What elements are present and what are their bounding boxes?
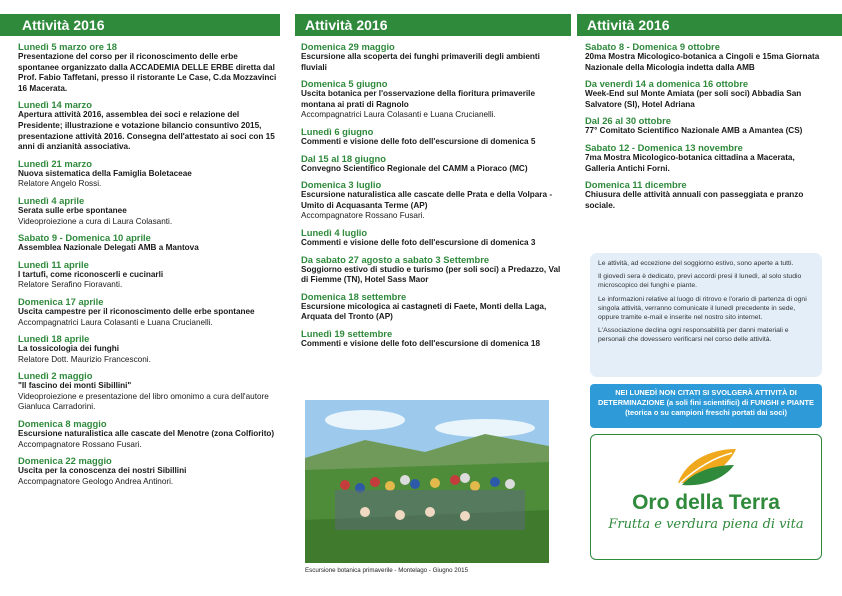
event-note: Relatore Angelo Rossi. [18, 179, 102, 189]
event-date: Domenica 8 maggio [18, 418, 107, 430]
event-title: Commenti e visione delle foto dell'escursione di domenica 5 [301, 136, 536, 146]
event-date: Domenica 11 dicembre [585, 179, 687, 191]
event-item [301, 179, 563, 222]
event-date: Da sabato 27 agosto a sabato 3 Settembre [301, 253, 490, 265]
event-date: Lunedì 2 maggio [18, 370, 93, 382]
event-title: Soggiorno estivo di studio e turismo (per soli soci) a Predazzo, Val di Fiemme (TN), Hotel Sass Maor [301, 264, 561, 285]
event-item [585, 179, 825, 211]
info-note: Le attività, ad eccezione del soggiorno estivo, sono aperte a tutti. [598, 260, 794, 267]
event-title: Apertura attività 2016, assemblea dei soci e relazione del Presidente; illustrazione e votazione bilancio consuntivo 2015, presentazione attività 2016. Consegna dell'attestato ai soci con 15 anni di anzianità associativa. [18, 110, 275, 152]
event-item [18, 195, 280, 227]
event-date: Lunedì 18 aprile [18, 333, 90, 345]
event-list [585, 41, 825, 211]
event-date: Domenica 17 aprile [18, 295, 104, 307]
event-note: Relatore Dott. Maurizio Francesconi. [18, 354, 151, 364]
event-note: Accompagnatore Geologo Andrea Antinori. [18, 476, 174, 486]
column-right [585, 14, 825, 211]
event-title: Week-End sul Monte Amiata (per soli soci) Abbadia San Salvatore (SI), Hotel Adriana [585, 89, 802, 109]
event-note: Accompagnatore Rossano Fusari. [18, 439, 142, 449]
event-note: Accompagnatrici Laura Colasanti e Luana Crucianelli. [18, 317, 213, 327]
event-item [18, 158, 280, 190]
event-item [301, 153, 563, 175]
event-date: Lunedì 4 luglio [301, 226, 368, 238]
group-photo-drawing [305, 400, 549, 563]
sponsor-logo [590, 434, 822, 560]
event-title: Serata sulle erbe spontanee [18, 205, 127, 215]
event-note: Accompagnatore Rossano Fusari. [301, 211, 425, 221]
event-date: Da venerdì 14 a domenica 16 ottobre [585, 78, 749, 90]
event-title: Uscita botanica per l'osservazione della fioritura primaverile montana ai prati di Ragnolo [301, 89, 536, 109]
column-left [18, 14, 280, 487]
event-item [18, 333, 280, 365]
event-title: Uscita per la conoscenza dei nostri Sibillini [18, 466, 187, 476]
event-date: Domenica 29 maggio [301, 41, 395, 52]
event-date: Lunedì 19 settembre [301, 327, 393, 339]
group-photo [305, 400, 549, 563]
determination-notice: NEI LUNEDÌ NON CITATI SI SVOLGERÀ ATTIVITÀ DI DETERMINAZIONE (a soli fini scientifici) di FUNGHI e PIANTE (teorica o su campioni freschi portati dai soci) [590, 384, 822, 428]
event-note: Videoproiezione e presentazione del libro omonimo a cura dell'autore Gianluca Carradorini. [18, 391, 269, 412]
event-title: "Il fascino dei monti Sibillini" [18, 381, 132, 391]
info-notes [590, 253, 822, 377]
event-title: Chiusura delle attività annuali con passeggiata e pranzo sociale. [585, 190, 804, 210]
photo-caption: Escursione botanica primaverile - Montelago - Giugno 2015 [305, 567, 469, 574]
logo-name: Oro della Terra [632, 491, 780, 514]
event-note: Accompagnatrici Laura Colasanti e Luana Crucianelli. [301, 110, 496, 120]
event-note: Relatore Serafino Fioravanti. [18, 280, 123, 290]
column-header: Attività 2016 [0, 14, 280, 36]
event-title: Escursione micologica ai castagneti di Faete, Monti della Laga, Arquata del Tronto (AP) [301, 301, 547, 322]
event-item [18, 370, 280, 413]
event-date: Domenica 22 maggio [18, 455, 112, 467]
event-item [301, 78, 563, 121]
column-header: Attività 2016 [577, 14, 842, 36]
event-list [18, 41, 280, 487]
logo-tagline: Frutta e verdura piena di vita [608, 517, 804, 532]
event-item [301, 227, 563, 249]
event-date: Lunedì 11 aprile [18, 258, 89, 270]
event-title: 7ma Mostra Micologico-botanica cittadina a Macerata, Galleria Antichi Forni. [585, 152, 795, 173]
event-item [18, 41, 280, 94]
event-item [585, 142, 825, 174]
event-item [18, 259, 280, 291]
event-item [585, 115, 825, 137]
event-item [301, 291, 563, 323]
event-item [301, 328, 563, 350]
event-date: Lunedì 14 marzo [18, 99, 92, 111]
event-date: Domenica 3 luglio [301, 179, 382, 191]
event-date: Dal 15 al 18 giugno [301, 152, 386, 164]
info-note: Le informazioni relative al luogo di ritrovo e l'orario di partenza di ogni singola attività, verranno comunicate il lunedì precedente in sede, oppure tramite e-mail e inserite nel nostro sito internet. [598, 295, 807, 322]
event-title: Nuova sistematica della Famiglia Boletaceae [18, 168, 192, 178]
event-item [301, 254, 563, 286]
event-item [585, 41, 825, 73]
event-title: 20ma Mostra Micologico-botanica a Cingoli e 15ma Giornata Nazionale della Micologia indetta dalla AMB [585, 52, 820, 72]
event-date: Sabato 12 - Domenica 13 novembre [585, 141, 743, 153]
event-item [18, 232, 280, 254]
event-title: Commenti e visione delle foto dell'escursione di domenica 18 [301, 338, 540, 348]
event-date: Dal 26 al 30 ottobre [585, 115, 671, 127]
event-item [18, 455, 280, 487]
column-middle [301, 14, 563, 350]
event-item [301, 126, 563, 148]
event-title: Escursione alla scoperta dei funghi primaverili degli ambienti fluviali [301, 52, 540, 72]
event-item [18, 296, 280, 328]
info-note: L'Associazione declina ogni responsabilità per danni materiali e personali che dovessero verificarsi nel corso delle attività. [598, 327, 789, 344]
info-note: Il giovedì sera è dedicato, previ accordi presi il lunedì, al solo studio microscopico dei funghi e piante. [598, 273, 802, 290]
event-date: Lunedì 21 marzo [18, 157, 92, 169]
event-note: Videoproiezione a cura di Laura Colasanti. [18, 216, 173, 226]
event-date: Sabato 9 - Domenica 10 aprile [18, 232, 151, 244]
event-title: Assemblea Nazionale Delegati AMB a Mantova [18, 243, 199, 253]
event-date: Lunedì 6 giugno [301, 125, 374, 137]
event-date: Lunedì 5 marzo ore 18 [18, 41, 117, 52]
event-title: La tossicologia dei funghi [18, 344, 119, 354]
event-date: Lunedì 4 aprile [18, 194, 85, 206]
event-date: Domenica 5 giugno [301, 78, 388, 90]
leaf-icon [672, 443, 742, 491]
event-list [301, 41, 563, 350]
event-title: Presentazione del corso per il riconoscimento delle erbe spontanee organizzato dalla ACCADEMIA DELLE ERBE diretta dal Prof. Fabio Taffetani, presso il ristorante Le Case, C.da Mozzavinci 16 Macerata. [18, 52, 277, 93]
event-title: Commenti e visione delle foto dell'escursione di domenica 3 [301, 237, 536, 247]
event-date: Domenica 18 settembre [301, 290, 407, 302]
event-title: Escursione naturalistica alle cascate delle Prata e della Volpara - Umito di Acquasanta Terme (AP) [301, 190, 553, 210]
event-item [18, 418, 280, 450]
event-title: Escursione naturalistica alle cascate del Menotre (zona Colfiorito) [18, 429, 275, 439]
event-title: I tartufi, come riconoscerli e cucinarli [18, 269, 164, 279]
event-title: Convegno Scientifico Regionale del CAMM a Pioraco (MC) [301, 163, 528, 173]
event-item [301, 41, 563, 73]
event-title: 77° Comitato Scientifico Nazionale AMB a Amantea (CS) [585, 126, 803, 136]
event-title: Uscita campestre per il riconoscimento delle erbe spontanee [18, 306, 255, 316]
event-date: Sabato 8 - Domenica 9 ottobre [585, 41, 720, 52]
column-header: Attività 2016 [295, 14, 571, 36]
event-item [585, 78, 825, 110]
event-item [18, 99, 280, 152]
